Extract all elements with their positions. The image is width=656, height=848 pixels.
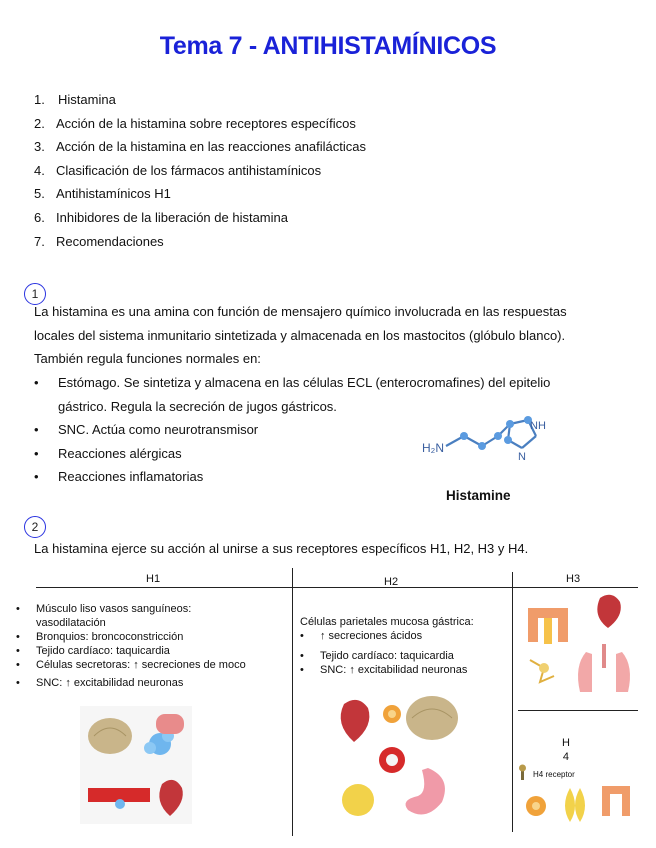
page-title: Tema 7 - ANTIHISTAMÍNICOS xyxy=(159,32,497,60)
h3-h4-divider xyxy=(518,710,638,711)
bullet-text: Reacciones inflamatorias xyxy=(58,469,204,485)
toc-item xyxy=(34,159,366,183)
toc-item xyxy=(34,230,366,254)
toc-label: Acción de la histamina sobre receptores específicos xyxy=(56,115,356,131)
list-item xyxy=(300,649,510,663)
bullet-icon: • xyxy=(16,677,20,689)
header-h2: H2 xyxy=(384,576,399,588)
stomach-icon xyxy=(406,768,445,815)
bullet-icon: • xyxy=(16,645,20,657)
toc-label: Clasificación de los fármacos antihistamínicos xyxy=(56,162,322,178)
molecule-caption: Histamine xyxy=(446,488,511,503)
toc-label: Histamina xyxy=(58,92,116,107)
toc-number: 3. xyxy=(34,139,45,155)
bullet-icon: • xyxy=(34,375,39,390)
header-h1: H1 xyxy=(146,573,161,585)
toc-item xyxy=(34,88,366,112)
table-of-contents xyxy=(34,88,366,253)
toc-number: 1. xyxy=(34,92,45,107)
h2-organs-illustration xyxy=(332,690,462,824)
paragraph-line: También regula funciones normales en: xyxy=(34,351,261,367)
section-2-marker: 2 xyxy=(24,516,46,538)
h2-effects xyxy=(300,615,510,677)
toc-item xyxy=(34,206,366,230)
intestine-icon xyxy=(602,786,630,816)
header-h3: H3 xyxy=(566,573,581,585)
toc-label: Inhibidores de la liberación de histamina xyxy=(56,209,288,225)
section-2-intro: La histamina ejerce su acción al unirse a sus receptores específicos H1, H2, H3 y H4. xyxy=(34,541,529,556)
lungs-icon xyxy=(578,652,592,692)
toc-number: 5. xyxy=(34,186,45,202)
toc-item xyxy=(34,135,366,159)
list-item xyxy=(16,630,292,644)
toc-number: 7. xyxy=(34,233,45,249)
histamine-molecule-icon xyxy=(418,408,558,468)
bullet-icon: • xyxy=(34,469,39,485)
list-item xyxy=(16,676,292,690)
item-text: SNC: ↑ excitabilidad neuronas xyxy=(36,677,184,689)
h1-effects xyxy=(16,602,292,690)
h4-label-top: H xyxy=(562,737,570,749)
bullet-text: gástrico. Regula la secreción de jugos gástricos. xyxy=(58,398,337,414)
column-divider xyxy=(292,568,293,836)
toc-label: Antihistamínicos H1 xyxy=(56,186,171,202)
bullet-text: Estómago. Se sintetiza y almacena en las células ECL (enterocromafines) del epitelio xyxy=(58,375,551,390)
h4-receptor-label: H4 receptor xyxy=(533,770,575,779)
list-item xyxy=(16,602,292,616)
h4-label-bottom: 4 xyxy=(562,751,570,763)
fat-cell-icon xyxy=(342,784,374,816)
paragraph-line: locales del sistema inmunitario sintetizada y almacenada en los mastocitos (glóbulo blanco). xyxy=(34,327,566,343)
toc-number: 2. xyxy=(34,115,45,131)
nh-label: NH xyxy=(530,420,546,432)
h1-organs-illustration xyxy=(80,706,192,824)
bullet-icon: • xyxy=(16,631,20,643)
bullet-text: Reacciones alérgicas xyxy=(58,445,182,461)
n-label: N xyxy=(518,451,526,463)
item-text: Tejido cardíaco: taquicardia xyxy=(36,645,170,657)
item-text: Células parietales mucosa gástrica: xyxy=(300,616,474,628)
bullet-icon: • xyxy=(16,659,20,671)
item-text: vasodilatación xyxy=(36,617,106,629)
paragraph-line: La histamina es una amina con función de mensajero químico involucrada en las respuestas xyxy=(34,304,567,319)
bullet-icon: • xyxy=(34,445,39,461)
brain-icon xyxy=(406,696,458,740)
bullet-icon: • xyxy=(300,650,304,662)
h3-organs-illustration xyxy=(522,594,636,700)
toc-item xyxy=(34,112,366,136)
item-text: Bronquios: broncoconstricción xyxy=(36,631,184,643)
list-item xyxy=(16,644,292,658)
item-text: SNC: ↑ excitabilidad neuronas xyxy=(320,664,468,676)
heart-icon xyxy=(341,700,370,742)
amine-label: H₂N xyxy=(422,441,444,455)
h4-cells-illustration xyxy=(522,780,636,824)
thymus-icon xyxy=(565,788,575,822)
item-text: ↑ secreciones ácidos xyxy=(320,630,423,642)
bronchi-icon xyxy=(156,714,184,734)
toc-number: 4. xyxy=(34,162,45,178)
toc-label: Acción de la histamina en las reacciones anafilácticas xyxy=(56,139,367,155)
item-text: Células secretoras: ↑ secreciones de moco xyxy=(36,659,246,671)
list-item xyxy=(300,629,510,643)
bullet-icon: • xyxy=(300,630,304,642)
column-divider xyxy=(512,572,513,832)
item-text: Tejido cardíaco: taquicardia xyxy=(320,650,454,662)
bullet-icon: • xyxy=(300,664,304,676)
toc-number: 6. xyxy=(34,209,45,225)
section-1-text xyxy=(34,300,634,371)
heart-icon xyxy=(597,595,620,628)
bullet-icon: • xyxy=(34,422,39,438)
list-item xyxy=(16,616,292,630)
section-1-marker: 1 xyxy=(24,283,46,305)
list-item xyxy=(300,663,510,677)
receptor-icon xyxy=(518,764,528,780)
table-rule xyxy=(36,587,638,588)
bullet-text: SNC. Actúa como neurotransmisor xyxy=(58,422,259,438)
bullet-item xyxy=(34,465,568,489)
header-h4 xyxy=(562,736,570,764)
toc-item xyxy=(34,182,366,206)
toc-label: Recomendaciones xyxy=(56,233,164,249)
list-item xyxy=(16,658,292,672)
bullet-icon: • xyxy=(16,603,20,615)
item-text: Músculo liso vasos sanguíneos: xyxy=(36,603,192,615)
